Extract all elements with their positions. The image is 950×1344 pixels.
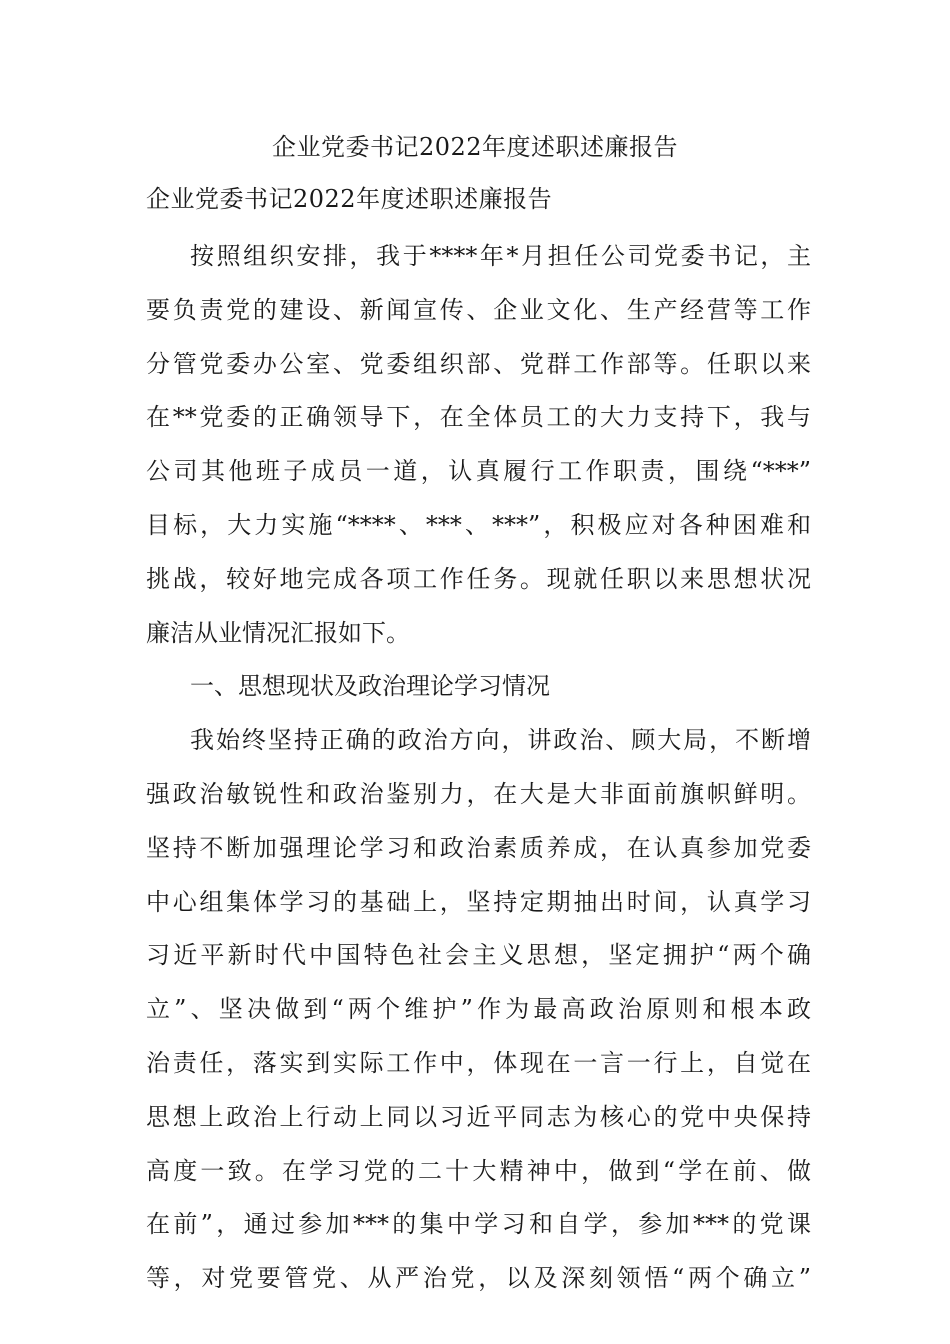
paragraph-line: 中心组集体学习的基础上，坚持定期抽出时间，认真学习 bbox=[146, 887, 811, 916]
paragraph-line: 等，对党要管党、从严治党，以及深刻领悟“两个确立” bbox=[146, 1264, 811, 1293]
paragraph-line: 我始终坚持正确的政治方向，讲政治、顾大局，不断增 bbox=[190, 726, 811, 755]
paragraph-line: 高度一致。在学习党的二十大精神中，做到“学在前、做 bbox=[146, 1156, 811, 1185]
document-body bbox=[146, 230, 811, 1306]
paragraph-line: 习近平新时代中国特色社会主义思想，坚定拥护“两个确 bbox=[146, 941, 811, 970]
paragraph-line: 挑战，较好地完成各项工作任务。现就任职以来思想状况 bbox=[146, 564, 811, 593]
paragraph-line: 立”、坚决做到“两个维护”作为最高政治原则和根本政 bbox=[146, 995, 811, 1024]
paragraph-line: 要负责党的建设、新闻宣传、企业文化、生产经营等工作 bbox=[146, 295, 811, 324]
section-heading: 一、思想现状及政治理论学习情况 bbox=[190, 672, 550, 701]
document-title: 企业党委书记2022年度述职述廉报告 bbox=[271, 133, 679, 161]
paragraph-line: 在前”，通过参加***的集中学习和自学，参加***的党课 bbox=[146, 1210, 811, 1239]
paragraph-line: 治责任，落实到实际工作中，体现在一言一行上，自觉在 bbox=[146, 1048, 811, 1077]
paragraph-line: 按照组织安排，我于****年*月担任公司党委书记，主 bbox=[190, 242, 811, 270]
paragraph-line: 坚持不断加强理论学习和政治素质养成，在认真参加党委 bbox=[146, 833, 811, 862]
paragraph-line: 目标，大力实施“****、***、***”，积极应对各种困难和 bbox=[146, 510, 811, 539]
paragraph-line: 公司其他班子成员一道，认真履行工作职责，围绕“***” bbox=[146, 457, 811, 486]
paragraph-line: 分管党委办公室、党委组织部、党群工作部等。任职以来 bbox=[146, 349, 811, 378]
paragraph-line: 廉洁从业情况汇报如下。 bbox=[146, 618, 410, 647]
paragraph-line: 强政治敏锐性和政治鉴别力，在大是大非面前旗帜鲜明。 bbox=[146, 779, 811, 808]
paragraph-line: 在**党委的正确领导下，在全体员工的大力支持下，我与 bbox=[146, 403, 811, 432]
paragraph-line: 思想上政治上行动上同以习近平同志为核心的党中央保持 bbox=[146, 1102, 811, 1131]
document-subtitle: 企业党委书记2022年度述职述廉报告 bbox=[146, 185, 553, 213]
